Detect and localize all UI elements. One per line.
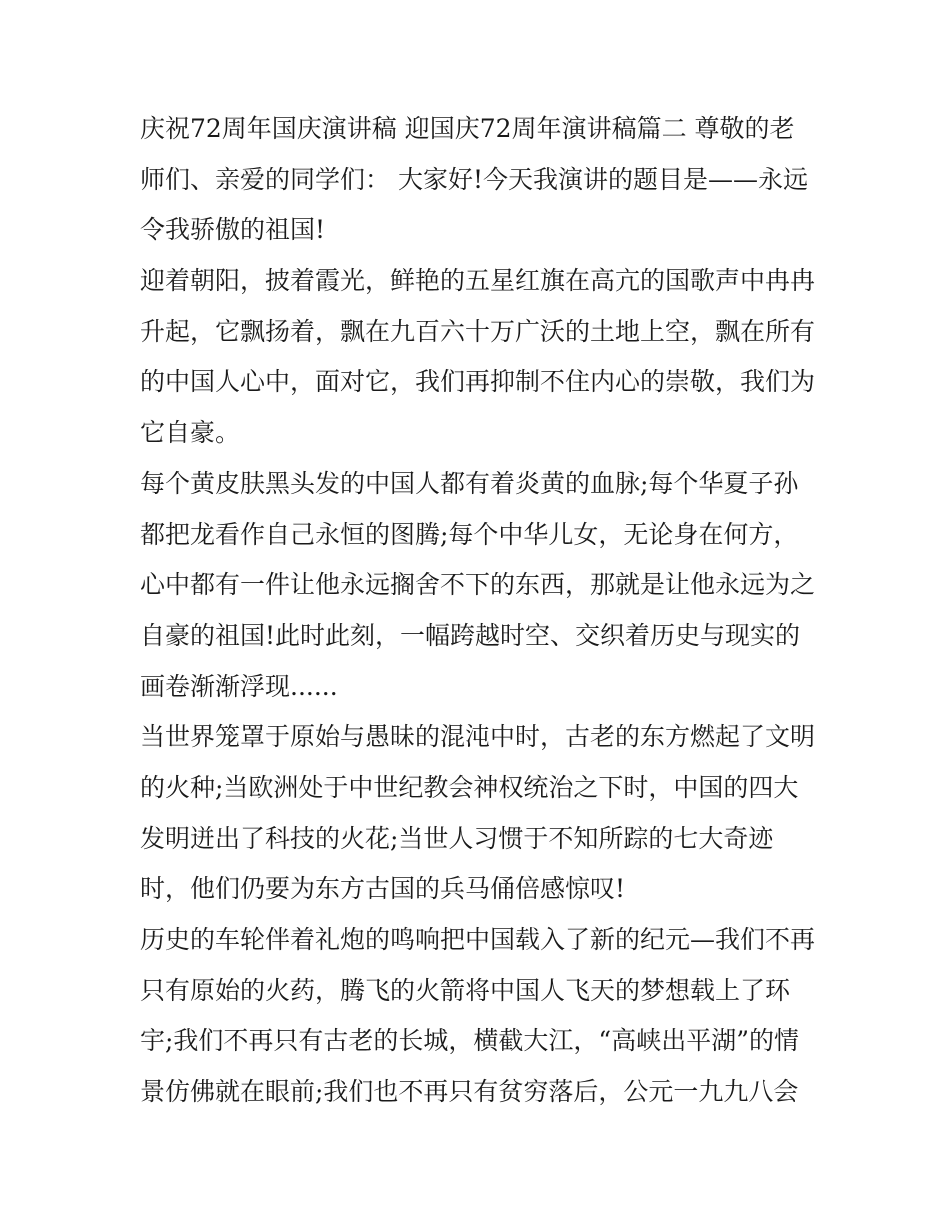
text-line: 历史的车轮伴着礼炮的鸣响把中国载入了新的纪元—我们不再 — [140, 925, 816, 954]
text-line: 它自豪。 — [140, 418, 241, 448]
text-line: 时，他们仍要为东方古国的兵马俑倍感惊叹! — [140, 874, 626, 904]
text-line: 迎着朝阳，披着霞光，鲜艳的五星红旗在高亢的国歌声中冉冉 — [140, 266, 816, 296]
speech-body-text — [140, 104, 820, 1118]
text-line: 师们、亲爱的同学们： 大家好!今天我演讲的题目是——永远 — [140, 164, 808, 194]
text-line: 心中都有一件让他永远搁舍不下的东西，那就是让他永远为之 — [140, 570, 816, 600]
text-line: 的中国人心中，面对它，我们再抑制不住内心的崇敬，我们为 — [140, 367, 816, 397]
text-line: 每个黄皮肤黑头发的中国人都有着炎黄的血脉;每个华夏子孙 — [140, 468, 799, 498]
text-line: 庆祝72周年国庆演讲稿 迎国庆72周年演讲稿篇二 尊敬的老 — [140, 114, 795, 143]
text-line: 发明迸出了科技的火花;当世人习惯于不知所踪的七大奇迹 — [140, 823, 774, 853]
text-line: 景仿佛就在眼前;我们也不再只有贫穷落后，公元一九九八会 — [140, 1077, 799, 1107]
text-line: 只有原始的火药，腾飞的火箭将中国人飞天的梦想载上了环 — [140, 975, 791, 1005]
text-line: 自豪的祖国!此时此刻，一幅跨越时空、交织着历史与现实的 — [140, 620, 801, 650]
text-line: 都把龙看作自己永恒的图腾;每个中华儿女，无论身在何方， — [140, 519, 799, 549]
text-line: 当世界笼罩于原始与愚昧的混沌中时，古老的东方燃起了文明 — [140, 722, 816, 752]
text-line: 升起，它飘扬着，飘在九百六十万广沃的土地上空，飘在所有 — [140, 316, 816, 346]
text-line: 的火种;当欧洲处于中世纪教会神权统治之下时，中国的四大 — [140, 772, 799, 802]
text-line: 宇;我们不再只有古老的长城，横截大江，“高峡出平湖”的情 — [140, 1026, 799, 1056]
text-line: 令我骄傲的祖国! — [140, 215, 326, 245]
text-line: 画卷渐渐浮现...... — [140, 671, 338, 701]
